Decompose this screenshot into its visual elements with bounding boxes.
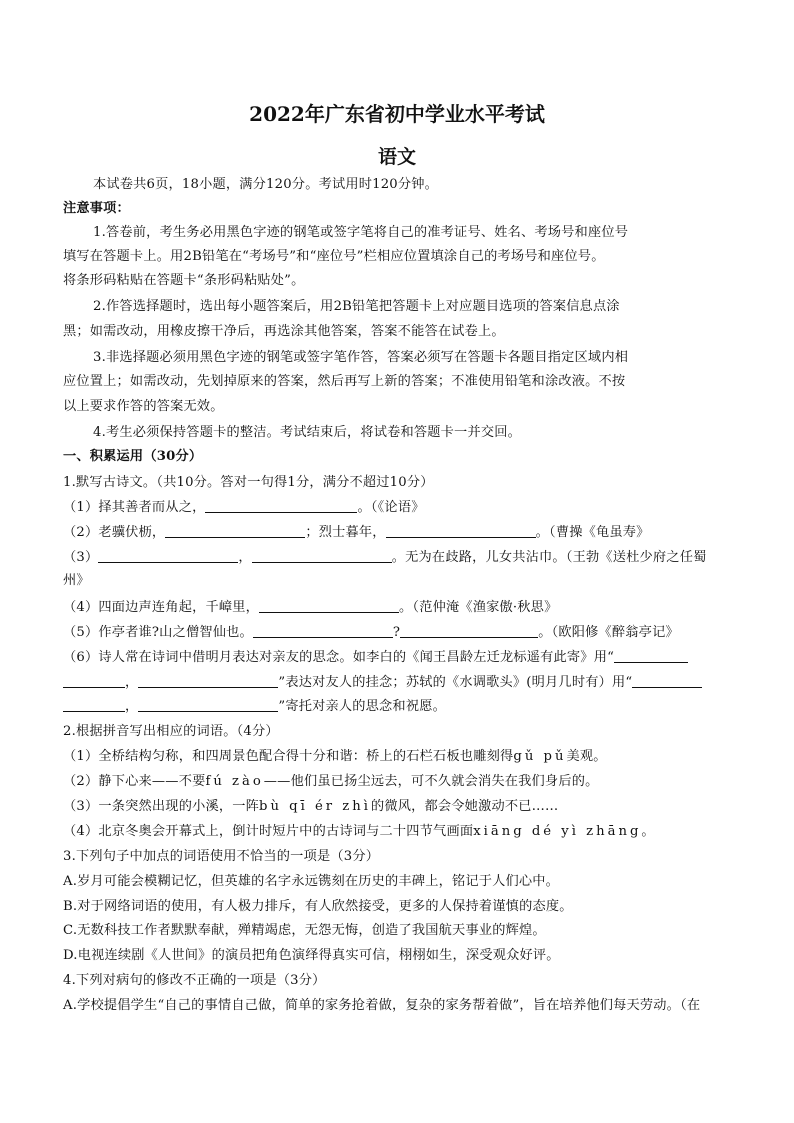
question-item: （5）作亭者谁?山之僧智仙也。 ? 。（欧阳修《醉翁亭记》 xyxy=(63,625,679,640)
notice-line: 将条形码粘贴在答题卡“条形码粘贴处”。 xyxy=(63,273,305,288)
answer-blank[interactable] xyxy=(138,697,278,712)
option-a: A.学校提倡学生“自己的事情自己做，简单的家务抢着做，复杂的家务帮着做”，旨在培养他们每天劳动。（在 xyxy=(63,998,701,1013)
answer-blank[interactable] xyxy=(614,648,688,663)
question-stem: 4.下列对病句的修改不正确的一项是（3分） xyxy=(63,973,326,988)
answer-blank[interactable] xyxy=(252,548,392,563)
notice-line: 应位置上；如需改动，先划掉原来的答案，然后再写上新的答案；不准使用铅笔和涂改液。不按 xyxy=(63,374,626,389)
question-stem: 2.根据拼音写出相应的词语。（4分） xyxy=(63,724,279,739)
notice-line: 2.作答选择题时，选出每小题答案后，用2B铅笔把答题卡上对应题目选项的答案信息点涂 xyxy=(93,299,620,314)
notice-line: 1.答卷前，考生务必用黑色字迹的钢笔或签字笔将自己的准考证号、姓名、考场号和座位号 xyxy=(93,225,629,240)
answer-blank[interactable] xyxy=(386,523,536,538)
answer-blank[interactable] xyxy=(259,598,399,613)
question-item: （6）诗人常在诗词中借明月表达对亲友的思念。如李白的《闻王昌龄左迁龙标遥有此寄》用“ xyxy=(63,648,688,667)
notice-line: 填写在答题卡上。用2B铅笔在“考场号”和“座位号”栏相应位置填涂自己的考场号和座位号。 xyxy=(63,249,605,264)
option-b: B.对于网络词语的使用，有人极力排斥，有人欣然接受，更多的人保持着谨慎的态度。 xyxy=(63,899,573,914)
notice-line: 黑；如需改动，用橡皮擦干净后，再选涂其他答案，答案不能答在试卷上。 xyxy=(63,324,505,339)
question-item: （3） ， 。无为在歧路，儿女共沾巾。（王勃《送杜少府之任蜀 xyxy=(63,550,707,565)
question-item-continued: ， ”寄托对亲人的思念和祝愿。 xyxy=(63,697,446,716)
answer-blank[interactable] xyxy=(205,498,357,513)
answer-blank[interactable] xyxy=(138,673,278,688)
question-item: （2）静下心来——不要fú zào——他们虽已扬尘远去，可不久就会消失在我们身后的。 xyxy=(63,774,599,789)
answer-blank[interactable] xyxy=(165,523,305,538)
answer-blank[interactable] xyxy=(400,623,538,638)
exam-intro: 本试卷共6页，18小题，满分120分。考试用时120分钟。 xyxy=(93,177,439,192)
notice-heading: 注意事项： xyxy=(63,201,130,216)
pinyin-prompt: xiāng dé yì zhāng xyxy=(473,824,642,839)
option-a: A.岁月可能会模糊记忆，但英雄的名字永远镌刻在历史的丰碑上，铭记于人们心中。 xyxy=(63,874,560,889)
question-item: （1）择其善者而从之， 。（《论语》 xyxy=(63,500,425,515)
pinyin-prompt: bù qī ér zhì xyxy=(259,799,371,814)
notice-line: 以上要求作答的答案无效。 xyxy=(63,399,224,414)
question-item-continued: 州》 xyxy=(63,573,90,588)
notice-line: 3.非选择题必须用黑色字迹的钢笔或签字笔作答，答案必须写在答题卡各题目指定区域内相 xyxy=(93,350,629,365)
question-stem: 3.下列句子中加点的词语使用不恰当的一项是（3分） xyxy=(63,849,380,864)
answer-blank[interactable] xyxy=(253,623,393,638)
pinyin-prompt: gǔ pǔ xyxy=(513,749,567,764)
answer-blank[interactable] xyxy=(63,673,125,688)
exam-title: 2022年广东省初中学业水平考试 xyxy=(249,102,545,126)
pinyin-prompt: fú zào xyxy=(205,774,264,789)
question-item: （2）老骥伏枥， ；烈士暮年， 。（曹操《龟虽寿》 xyxy=(63,525,650,540)
answer-blank[interactable] xyxy=(63,697,125,712)
option-c: C.无数科技工作者默默奉献，殚精竭虑，无怨无悔，创造了我国航天事业的辉煌。 xyxy=(63,923,546,938)
section-heading: 一、积累运用（30分） xyxy=(63,449,203,464)
notice-line: 4.考生必须保持答题卡的整洁。考试结束后，将试卷和答题卡一并交回。 xyxy=(93,425,521,440)
question-item: （4）北京冬奥会开幕式上，倒计时短片中的古诗词与二十四节气画面xiāng dé yì zhāng。 xyxy=(63,824,655,839)
question-item-continued: ， ”表达对友人的挂念；苏轼的《水调歌头》(明月几时有）用“ xyxy=(63,673,702,692)
question-item: （4）四面边声连角起，千嶂里， 。（范仲淹《渔家傲·秋思》 xyxy=(63,600,558,615)
question-stem: 1.默写古诗文。（共10分。答对一句得1分，满分不超过10分） xyxy=(63,475,434,490)
answer-blank[interactable] xyxy=(98,548,238,563)
option-d: D.电视连续剧《人世间》的演员把角色演绎得真实可信，栩栩如生，深受观众好评。 xyxy=(63,948,560,963)
subject-title: 语文 xyxy=(377,146,416,168)
answer-blank[interactable] xyxy=(632,673,702,688)
question-item: （3）一条突然出现的小溪，一阵bù qī ér zhì的微风，都会令她激动不已…… xyxy=(63,799,559,814)
question-item: （1）全桥结构匀称，和四周景色配合得十分和谐：桥上的石栏石板也雕刻得gǔ pǔ美观。 xyxy=(63,749,607,764)
